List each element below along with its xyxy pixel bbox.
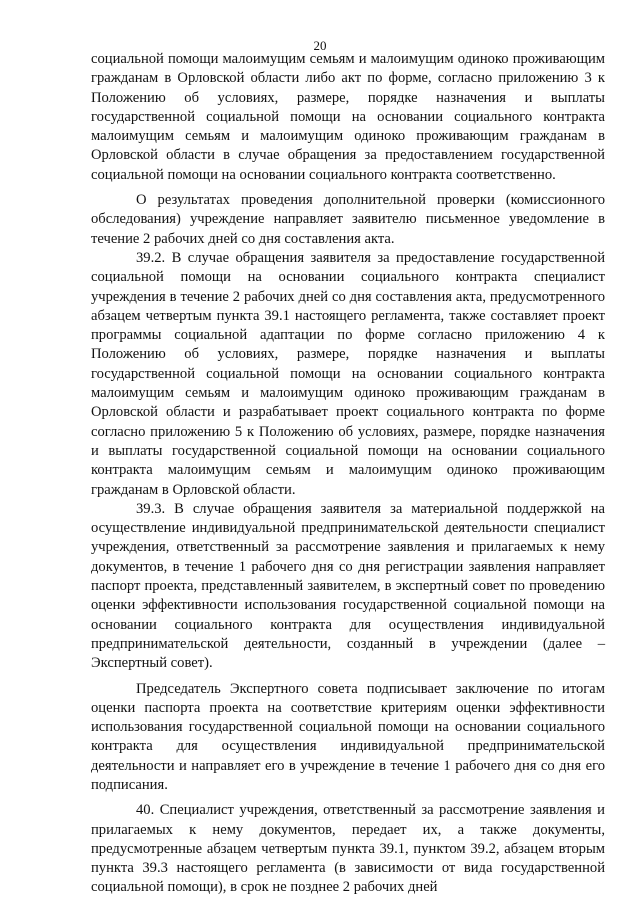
paragraph-continuation: социальной помощи малоимущим семьям и малоимущим одиноко проживающим гражданам в Орловской области либо акт по форме, согласно приложению 3 к Положению об условиях, размере, порядке назначения и выплаты государственной социальной помощи на основании социального контракта малоимущим семьям и малоимущим одиноко проживающим гражданам в Орловской области в случае обращения за предоставлением государственной социальной помощи на основании социального контракта соответственно.	[91, 51, 605, 183]
paragraph-additional-check: О результатах проведения дополнительной проверки (комиссионного обследования) учреждение направляет заявителю письменное уведомление в течение 2 рабочих дней со дня составления акта.	[91, 192, 605, 247]
document-body	[91, 50, 605, 898]
paragraph-39-3: 39.3. В случае обращения заявителя за материальной поддержкой на осуществление индивидуальной предпринимательской деятельности специалист учреждения, ответственный за рассмотрение заявления и прилагаемых к нему документов, в течение 1 рабочего дня со дня регистрации заявления направляет паспорт проекта, представленный заявителем, в экспертный совет по проведению оценки эффективности использования государственной социальной помощи на основании социального контракта для осуществления индивидуальной предпринимательской деятельности, созданный в учреждении (далее – Экспертный совет).	[91, 500, 605, 672]
paragraph-39-2: 39.2. В случае обращения заявителя за предоставление государственной социальной помощи на основании социального контракта специалист учреждения в течение 2 рабочих дней со дня составления акта, предусмотренного абзацем четвертым пункта 39.1 настоящего регламента, также составляет проект программы социальной адаптации по форме согласно приложению 4 к Положению об условиях, размере, порядке назначения и выплаты государственной социальной помощи на основании социального контракта малоимущим семьям и малоимущим одиноко проживающим гражданам в Орловской области и разрабатывает проект социального контракта по форме согласно приложению 5 к Положению об условиях, размере, порядке назначения и выплаты государственной социальной помощи на основании социального контракта малоимущим семьям и малоимущим одиноко проживающим гражданам в Орловской области.	[91, 249, 605, 498]
paragraph-expert-council: Председатель Экспертного совета подписывает заключение по итогам оценки паспорта проекта на соответствие критериям оценки эффективности использования государственной социальной помощи на основании социального контракта для осуществления индивидуальной предпринимательской деятельности и направляет его в учреждение в течение 1 рабочего дня со дня его подписания.	[91, 680, 605, 793]
paragraph-40: 40. Специалист учреждения, ответственный за рассмотрение заявления и прилагаемых к нему документов, передает их, а также документы, предусмотренные абзацем четвертым пункта 39.1, пунктом 39.2, абзацем вторым пункта 39.3 настоящего регламента (в зависимости от вида государственной социальной помощи), в срок не позднее 2 рабочих дней	[91, 802, 605, 896]
page-number: 20	[313, 38, 327, 53]
